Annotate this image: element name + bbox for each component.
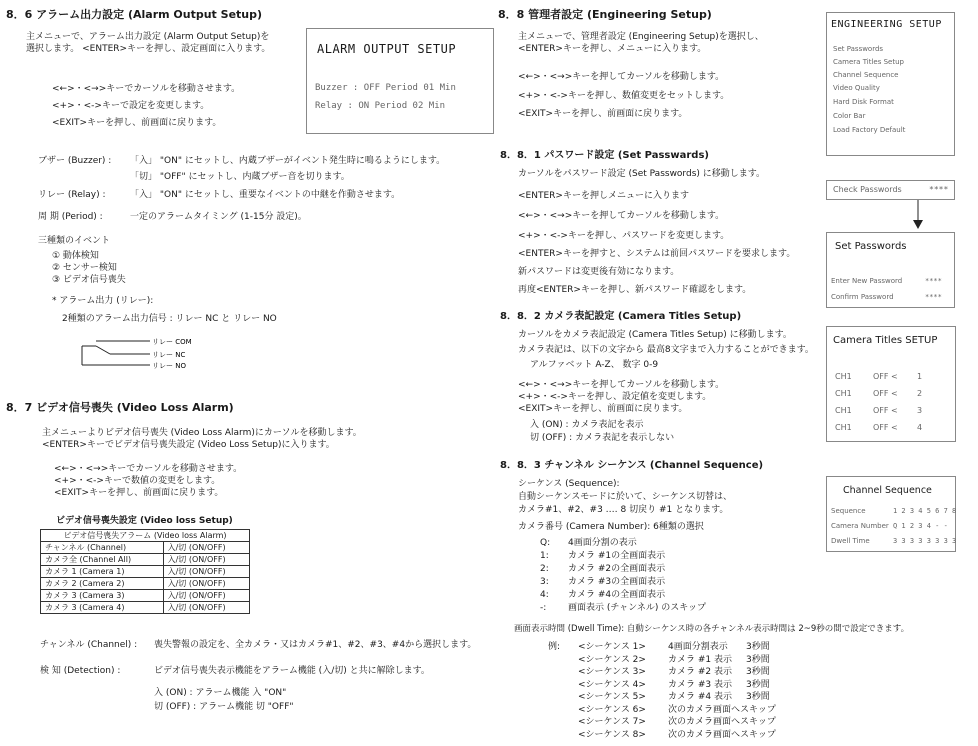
- password-line: <ENTER>キーを押しメニューに入ります: [518, 191, 689, 201]
- example-sequence-label: <シーケンス 7>: [578, 717, 646, 727]
- detection-off-line: 切 (OFF) : アラーム機能 切 "OFF": [154, 702, 294, 712]
- camera-titles-screen: [826, 326, 956, 442]
- password-line: 新パスワードは変更後有効になります。: [518, 267, 680, 277]
- camera-title-state: OFF <: [873, 406, 898, 415]
- table-cell: チャンネル (Channel): [41, 542, 164, 554]
- buzzer-on-text: 「入」 "ON" にセットし、内蔵ブザーがイベント発生時に鳴るようにします。: [130, 156, 446, 166]
- detection-label: 検 知 (Detection) :: [40, 666, 121, 676]
- camera-titles-key-move: <←>・<→>キーを押してカーソルを移動します。: [518, 380, 725, 390]
- camera-title-ch: CH1: [835, 389, 852, 398]
- example-sequence-label: <シーケンス 4>: [578, 679, 646, 690]
- sequence-row-value: 1 2 3 4 5 6 7 8: [893, 507, 957, 515]
- option-key: 1:: [540, 551, 549, 561]
- table-cell: 入/切 (ON/OFF): [163, 542, 249, 554]
- buzzer-label: ブザー (Buzzer) :: [38, 156, 112, 166]
- detection-on-line: 入 (ON) : アラーム機能 入 "ON": [154, 688, 287, 698]
- example-duration: 3秒間: [746, 667, 770, 677]
- table-row: [41, 590, 250, 602]
- example-display: カメラ #4 表示: [668, 692, 732, 702]
- table-cell: カメラ 2 (Camera 2): [41, 578, 164, 590]
- period-text: 一定のアラームタイミング (1-15分 設定)。: [130, 212, 307, 222]
- table-row: [41, 578, 250, 590]
- camera-title-state: OFF <: [873, 423, 898, 432]
- example-sequence-label: <シーケンス 8>: [578, 729, 646, 740]
- password-line: <←>・<→>キーを押してカーソルを移動します。: [518, 211, 725, 221]
- option-text: カメラ #4の全画面表示: [568, 590, 666, 600]
- engineering-intro-line2: <ENTER>キーを押し、メニューに入ります。: [518, 44, 707, 54]
- option-text: カメラ #2の全画面表示: [568, 564, 666, 574]
- alarm-output-screen: [306, 28, 494, 134]
- videoloss-intro-line2: <ENTER>キーでビデオ信号喪失設定 (Video Loss Setup)に入ります。: [42, 440, 335, 450]
- engineering-setup-screen: [826, 12, 955, 156]
- videoloss-key-exit: <EXIT>キーを押し、前画面に戻ります。: [54, 488, 224, 498]
- option-text: 4画面分割の表示: [568, 538, 637, 548]
- camera-number-row-label: Camera Number: [831, 522, 889, 530]
- buzzer-off-text: 「切」 "OFF" にセットし、内蔵ブザー音を切ります。: [130, 172, 350, 182]
- section-title-set-passwords: 8．8．1 パスワード設定 (Set Passwards): [500, 150, 709, 161]
- camera-title-ch: CH1: [835, 423, 852, 432]
- set-passwords-screen-title: Set Passwords: [835, 241, 907, 252]
- example-sequence-label: <シーケンス 1>: [578, 642, 646, 652]
- example-display: 4画面分割表示: [668, 642, 728, 652]
- alarm-relay-row: Relay : ON Period 02 Min: [315, 101, 446, 111]
- example-display: カメラ #2 表示: [668, 667, 732, 677]
- camera-title-state: OFF <: [873, 372, 898, 381]
- example-display: 次のカメラ画面へスキップ: [668, 704, 776, 715]
- event-item: ① 動体検知: [52, 251, 99, 261]
- engineering-menu-item: Load Factory Default: [833, 126, 906, 134]
- example-duration: 3秒間: [746, 654, 770, 665]
- engineering-intro-line1: 主メニューで、管理者設定 (Engineering Setup)を選択し、: [518, 32, 764, 42]
- camera-title-num: 3: [917, 406, 923, 415]
- section-title-engineering: 8．8 管理者設定 (Engineering Setup): [498, 8, 712, 21]
- example-label: 例:: [548, 642, 561, 652]
- table-cell: 入/切 (ON/OFF): [163, 566, 249, 578]
- channel-sequence-screen: [826, 476, 956, 552]
- example-sequence-label: <シーケンス 2>: [578, 654, 646, 665]
- example-display: 次のカメラ画面へスキップ: [668, 729, 776, 740]
- example-display: カメラ #3 表示: [668, 679, 732, 690]
- engineering-key-exit: <EXIT>キーを押し、前画面に戻ります。: [518, 109, 688, 119]
- engineering-key-change: <+>・<->キーを押し、数値変更をセットします。: [518, 91, 730, 101]
- relay-contact-diagram: [80, 334, 250, 374]
- relay-text: 「入」 "ON" にセットし、重要なイベントの中継を作動させます。: [130, 190, 401, 200]
- channel-text: 喪失警報の設定を、全カメラ・又はカメラ#1、#2、#3、#4から選択します。: [154, 640, 477, 650]
- confirm-password-label: Confirm Password: [831, 293, 894, 301]
- alarm-intro-line2: 選択します。 <ENTER>キーを押し、設定画面に入ります。: [26, 44, 271, 54]
- videoloss-key-move: <←>・<→>キーでカーソルを移動させます。: [54, 464, 243, 474]
- section-title-channel-sequence: 8．8．3 チャンネル シーケンス (Channel Sequence): [500, 460, 764, 471]
- alarm-key-change: <+>・<->キーで設定を変更します。: [52, 101, 210, 111]
- example-duration: 3秒間: [746, 679, 770, 690]
- camera-titles-charset: アルファベット A-Z、 数字 0-9: [530, 360, 659, 370]
- channel-label: チャンネル (Channel) :: [40, 640, 138, 650]
- camera-title-state: OFF <: [873, 389, 898, 398]
- camera-titles-on-line: 入 (ON) : カメラ表記を表示: [530, 420, 644, 430]
- option-key: Q:: [540, 538, 551, 548]
- camera-title-num: 1: [917, 372, 923, 381]
- event-item: ② センサー検知: [52, 263, 117, 273]
- option-key: 2:: [540, 564, 549, 574]
- new-password-label: Enter New Password: [831, 277, 903, 285]
- check-passwords-value: ****: [929, 185, 949, 194]
- alarm-output-screen-title: ALARM OUTPUT SETUP: [317, 42, 457, 56]
- sequence-row-label: Sequence: [831, 507, 866, 515]
- check-passwords-screen: [826, 180, 955, 200]
- sequence-label: シーケンス (Sequence):: [518, 479, 620, 489]
- engineering-menu-item: Camera Titles Setup: [833, 58, 904, 66]
- event-item: ③ ビデオ信号喪失: [52, 275, 126, 285]
- new-password-value: ****: [925, 277, 942, 285]
- relay-com-label: リレー COM: [152, 338, 192, 346]
- camera-titles-key-exit: <EXIT>キーを押し、前画面に戻ります。: [518, 404, 688, 414]
- table-cell: カメラ 3 (Camera 4): [41, 602, 164, 614]
- table-cell: 入/切 (ON/OFF): [163, 554, 249, 566]
- sequence-line1: 自動シーケンスモードに於いて、シーケンス切替は、: [518, 492, 733, 502]
- example-display: 次のカメラ画面へスキップ: [668, 717, 776, 727]
- engineering-menu-item: Video Quality: [833, 84, 880, 92]
- camera-number-row-value: Q 1 2 3 4 - -: [893, 522, 948, 530]
- table-cell: カメラ全 (Channel All): [41, 554, 164, 566]
- example-duration: 3秒間: [746, 642, 770, 652]
- password-line: 再度<ENTER>キーを押し、新パスワード確認をします。: [518, 285, 752, 295]
- engineering-menu-item: Channel Sequence: [833, 71, 899, 79]
- arrow-down-icon: [912, 200, 924, 230]
- engineering-menu-item: Color Bar: [833, 112, 866, 120]
- relay-no-label: リレー NO: [152, 362, 186, 370]
- relay-output-signals: 2種類のアラーム出力信号 : リレー NC と リレー NO: [62, 314, 277, 324]
- example-display: カメラ #1 表示: [668, 654, 732, 665]
- relay-output-title: * アラーム出力 (リレー):: [52, 296, 154, 306]
- example-sequence-label: <シーケンス 6>: [578, 704, 646, 715]
- channel-sequence-screen-title: Channel Sequence: [843, 485, 932, 496]
- camera-title-ch: CH1: [835, 406, 852, 415]
- period-label: 周 期 (Period) :: [38, 212, 103, 222]
- table-cell: 入/切 (ON/OFF): [163, 578, 249, 590]
- password-line: <+>・<->キーを押し、パスワードを変更します。: [518, 231, 730, 241]
- alarm-intro-line1: 主メニューで、アラーム出力設定 (Alarm Output Setup)を: [26, 32, 270, 42]
- videoloss-intro-line1: 主メニューよりビデオ信号喪失 (Video Loss Alarm)にカーソルを移動します。: [42, 428, 362, 438]
- example-duration: 3秒間: [746, 692, 770, 702]
- videoloss-table-caption: ビデオ信号喪失設定 (Video loss Setup): [56, 516, 233, 526]
- table-cell: 入/切 (ON/OFF): [163, 602, 249, 614]
- videoloss-table: [40, 529, 250, 614]
- videoloss-key-change: <+>・<->キーで数値の変更をします。: [54, 476, 221, 486]
- password-line: カーソルをパスワード設定 (Set Passwords) に移動します。: [518, 169, 766, 179]
- table-row: [41, 542, 250, 554]
- dwell-time-text: 画面表示時間 (Dwell Time): 自動シーケンス時の各チャンネル表示時間は 2~9秒の間で設定できます。: [514, 624, 910, 634]
- detection-text: ビデオ信号喪失表示機能をアラーム機能 (入/切) と共に解除します。: [154, 666, 430, 676]
- table-row: [41, 602, 250, 614]
- example-sequence-label: <シーケンス 5>: [578, 692, 646, 702]
- engineering-menu-item: Hard Disk Format: [833, 98, 894, 106]
- option-text: カメラ #3の全画面表示: [568, 577, 666, 587]
- table-row: [41, 566, 250, 578]
- option-key: -:: [540, 603, 547, 613]
- relay-nc-label: リレー NC: [152, 351, 186, 359]
- engineering-key-move: <←>・<→>キーを押してカーソルを移動します。: [518, 72, 725, 82]
- check-passwords-label: Check Passwords: [833, 185, 902, 194]
- table-row: [41, 554, 250, 566]
- events-title: 三種類のイベント: [38, 236, 111, 246]
- option-text: カメラ #1の全画面表示: [568, 551, 666, 561]
- confirm-password-value: ****: [925, 293, 942, 301]
- alarm-key-move: <←>・<→>キーでカーソルを移動させます。: [52, 84, 241, 94]
- section-title-alarm-output: 8．6 アラーム出力設定 (Alarm Output Setup): [6, 8, 263, 21]
- alarm-buzzer-row: Buzzer : OFF Period 01 Min: [315, 83, 456, 93]
- camera-titles-screen-title: Camera Titles SETUP: [833, 335, 938, 346]
- table-row: [41, 530, 250, 542]
- camera-titles-key-change: <+>・<->キーを押し、設定値を変更します。: [518, 392, 712, 402]
- sequence-line2: カメラ#1、#2、#3 ‥‥ 8 切戻り #1 となります。: [518, 505, 729, 515]
- section-title-camera-titles: 8．8．2 カメラ表記設定 (Camera Titles Setup): [500, 311, 742, 322]
- camera-titles-off-line: 切 (OFF) : カメラ表記を表示しない: [530, 433, 675, 443]
- dwell-time-row-value: 3 3 3 3 3 3 3 3: [893, 537, 957, 545]
- camera-titles-line1: カーソルをカメラ表記設定 (Camera Titles Setup) に移動します。: [518, 330, 792, 340]
- option-key: 4:: [540, 590, 549, 600]
- option-key: 3:: [540, 577, 549, 587]
- camera-title-num: 2: [917, 389, 923, 398]
- option-text: 画面表示 (チャンネル) のスキップ: [568, 603, 707, 613]
- example-sequence-label: <シーケンス 3>: [578, 667, 646, 677]
- camera-number-label: カメラ番号 (Camera Number): 6種類の選択: [518, 522, 704, 532]
- engineering-setup-title: ENGINEERING SETUP: [831, 19, 942, 30]
- camera-titles-line2: カメラ表記は、以下の文字から 最高8文字まで入力することができます。: [518, 345, 814, 355]
- table-header-cell: ビデオ信号喪失アラーム (Video loss Alarm): [41, 530, 250, 542]
- relay-label: リレー (Relay) :: [38, 190, 106, 200]
- camera-title-ch: CH1: [835, 372, 852, 381]
- set-passwords-screen: [826, 232, 955, 308]
- alarm-key-exit: <EXIT>キーを押し、前画面に戻ります。: [52, 118, 222, 128]
- password-line: <ENTER>キーを押すと、システムは前回パスワードを要求します。: [518, 249, 796, 259]
- section-title-video-loss: 8．7 ビデオ信号喪失 (Video Loss Alarm): [6, 401, 234, 414]
- engineering-menu-item: Set Passwords: [833, 45, 884, 53]
- camera-title-num: 4: [917, 423, 923, 432]
- table-cell: カメラ 3 (Camera 3): [41, 590, 164, 602]
- dwell-time-row-label: Dwell Time: [831, 537, 870, 545]
- table-cell: 入/切 (ON/OFF): [163, 590, 249, 602]
- table-cell: カメラ 1 (Camera 1): [41, 566, 164, 578]
